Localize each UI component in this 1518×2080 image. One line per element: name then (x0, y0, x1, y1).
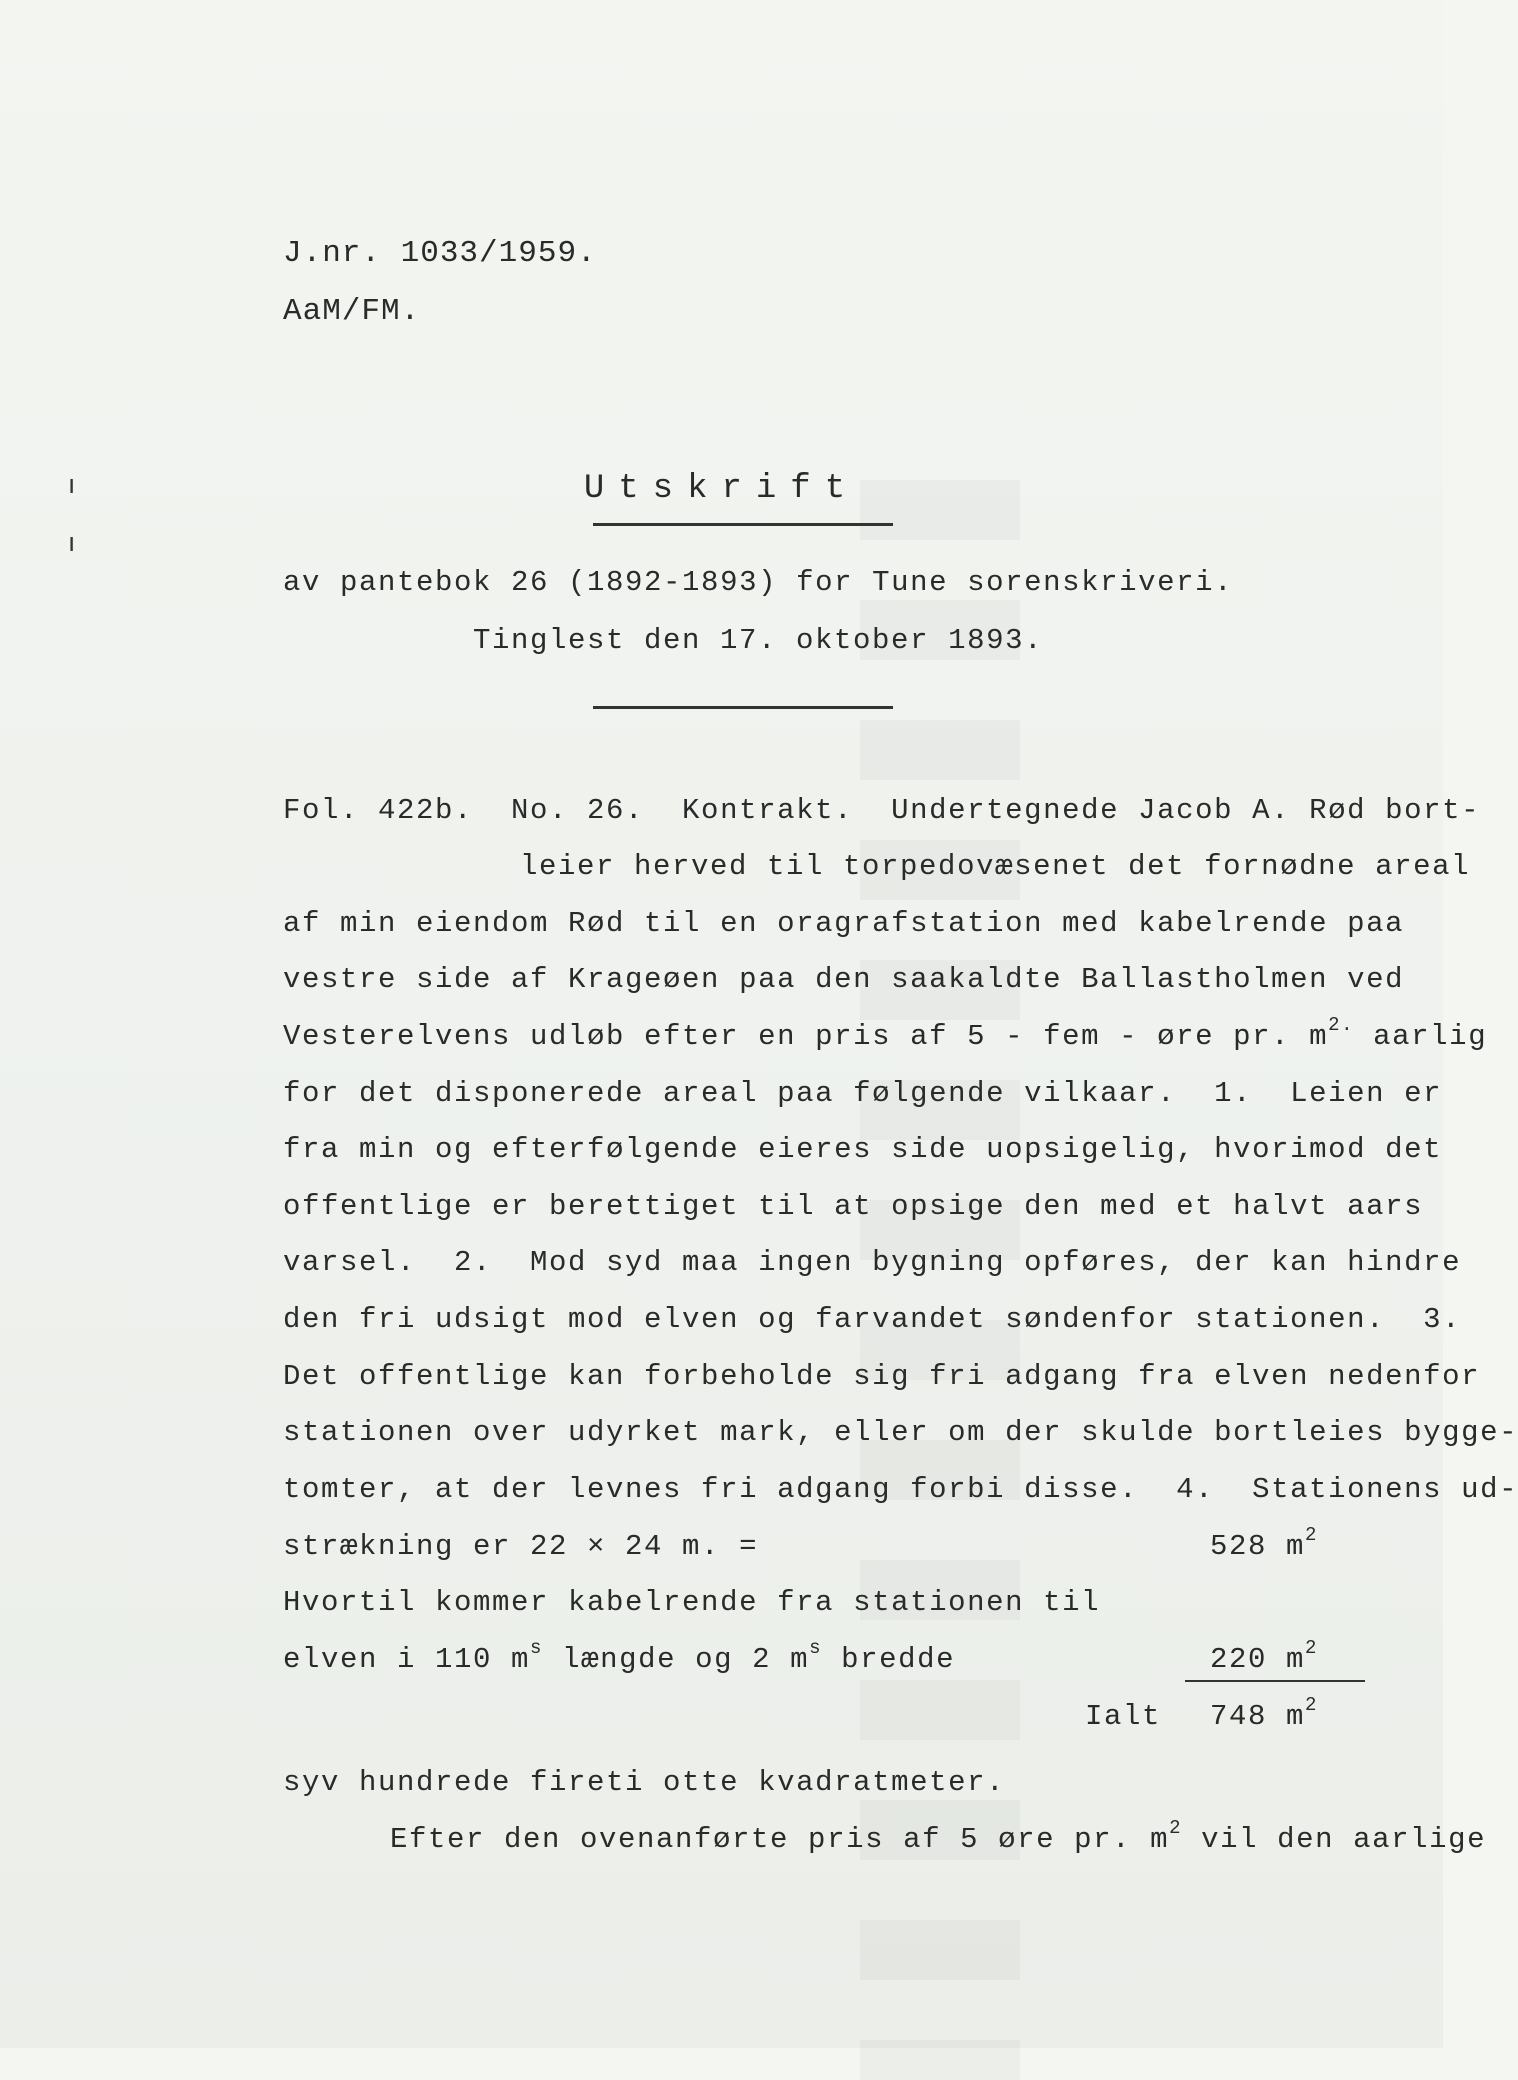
total-label: Ialt (1085, 1700, 1162, 1733)
area-station-label: strækning er 22 × 24 m. = (283, 1530, 759, 1563)
journal-number: J.nr. 1033/1959. (283, 236, 597, 271)
body-line: stationen over udyrket mark, eller om der skulde bortleies bygge- (283, 1416, 1518, 1449)
body-line: den fri udsigt mod elven og farvandet søndenfor stationen. 3. (283, 1303, 1462, 1336)
body-line: for det disponerede areal paa følgende vilkaar. 1. Leien er (283, 1077, 1443, 1110)
body-line: Vesterelvens udløb efter en pris af 5 - fem - øre pr. $m^{2.}$ aarlig (283, 1014, 1488, 1053)
title-underline (593, 523, 893, 526)
body-line: offentlige er berettiget til at opsige den med et halvt aars (283, 1190, 1424, 1223)
section-divider (593, 706, 893, 709)
area-station-value: 528 $m^2$ (1210, 1524, 1319, 1563)
total-value: 748 $m^2$ (1210, 1694, 1319, 1733)
initials: AaM/FM. (283, 294, 421, 329)
area-cable-label: elven i 110 $m^s$ længde og 2 $m^s$ bredde (283, 1637, 956, 1676)
body-line: syv hundrede fireti otte kvadratmeter. (283, 1766, 1006, 1799)
body-line: tomter, at der levnes fri adgang forbi disse. 4. Stationens ud- (283, 1473, 1518, 1506)
body-line: Fol. 422b. No. 26. Kontrakt. Undertegnede Jacob A. Rød bort- (283, 794, 1481, 827)
punch-mark: ı (68, 470, 76, 500)
subtitle-line-1: av pantebok 26 (1892-1893) for Tune sorenskriveri. (283, 566, 1234, 599)
body-line: Hvortil kommer kabelrende fra stationen til (283, 1586, 1101, 1619)
body-line: Det offentlige kan forbeholde sig fri adgang fra elven nedenfor (283, 1360, 1481, 1393)
sum-underline (1185, 1680, 1365, 1682)
document-title: Utskrift (583, 470, 860, 508)
body-line: Efter den ovenanførte pris af 5 øre pr. $m^2$ vil den aarlige (390, 1817, 1487, 1856)
body-line: af min eiendom Rød til en oragrafstation med kabelrende paa (283, 907, 1405, 940)
body-line: fra min og efterfølgende eieres side uopsigelig, hvorimod det (283, 1133, 1443, 1166)
subtitle-line-2: Tinglest den 17. oktober 1893. (473, 624, 1044, 657)
body-line: vestre side af Krageøen paa den saakaldte Ballastholmen ved (283, 963, 1405, 996)
punch-mark: ı (68, 528, 76, 558)
body-line: leier herved til torpedovæsenet det fornødne areal (520, 850, 1471, 883)
area-cable-value: 220 $m^2$ (1210, 1637, 1319, 1676)
body-line: varsel. 2. Mod syd maa ingen bygning opføres, der kan hindre (283, 1246, 1462, 1279)
